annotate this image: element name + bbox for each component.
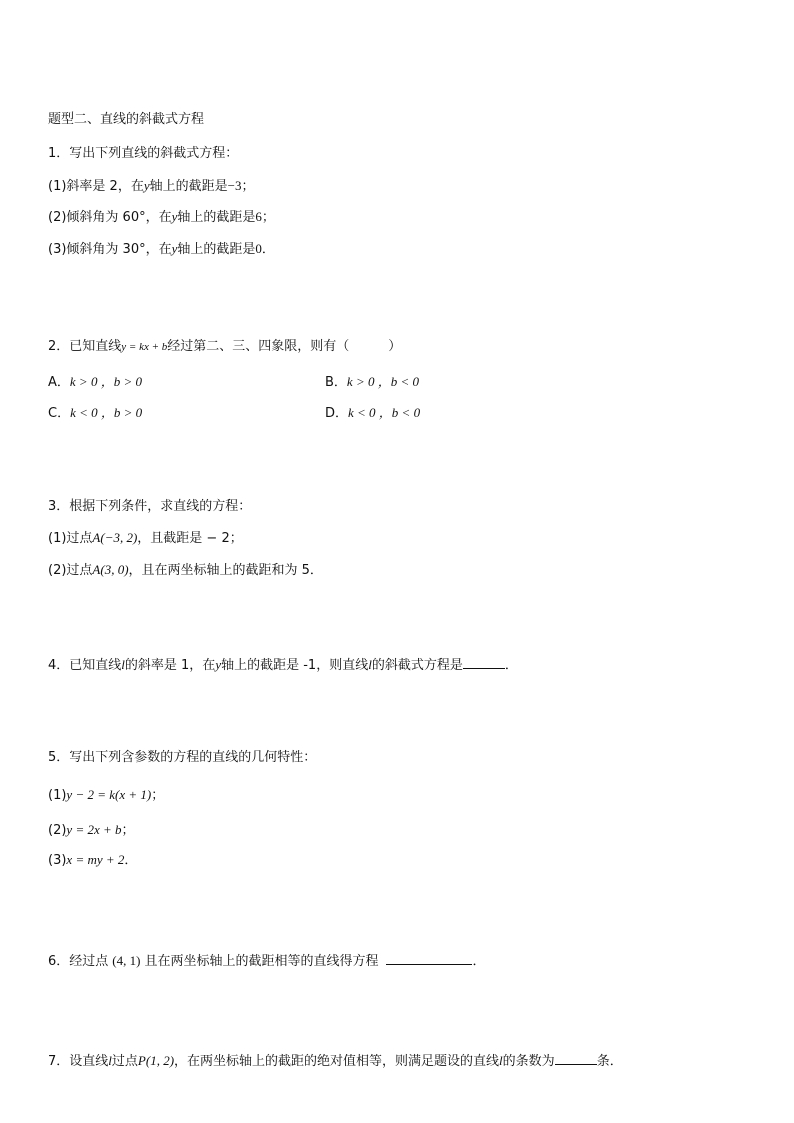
q1-item-3-mid: 轴上的截距是 — [177, 242, 256, 257]
q6-end: ． — [472, 954, 486, 969]
q1-item-1-end: ； — [241, 179, 255, 194]
q1-item-2-var: y — [171, 209, 178, 224]
q7-p1: 7．设直线 — [48, 1054, 109, 1069]
q2-option-a[interactable] — [48, 373, 142, 392]
q1-item-2-val: 6 — [255, 209, 262, 224]
q2-option-c-expr: k < 0 ，b > 0 — [70, 405, 143, 420]
q2-option-b-expr: k > 0 ，b < 0 — [346, 374, 419, 389]
q2-pre: 2．已知直线 — [48, 339, 122, 354]
q7-point: P(1, 2) — [137, 1053, 175, 1068]
q5-item-3 — [48, 851, 137, 870]
q2-option-d-expr: k < 0 ，b < 0 — [348, 405, 421, 420]
q1-item-2-end: ； — [261, 210, 275, 225]
q3-item-2 — [48, 561, 323, 580]
q1-item-1-mid: 轴上的截距是 — [149, 179, 228, 194]
q4-p2: 的斜率是 1，在 — [124, 658, 216, 673]
q4-var-y: y — [215, 657, 222, 672]
q4-var-l: l — [121, 657, 125, 672]
q7-var-l-2: l — [499, 1053, 503, 1068]
q1-stem: 1．写出下列直线的斜截式方程： — [48, 146, 239, 161]
q3-item-1 — [48, 529, 243, 548]
q4-p3: 轴上的截距是 -1，则直线 — [221, 658, 369, 673]
q1-item-3-val: 0 — [255, 241, 262, 256]
q1-item-1-var: y — [143, 178, 150, 193]
q7-var-l: l — [108, 1053, 112, 1068]
q5-item-1 — [48, 786, 164, 805]
q5-item-3-expr: x = my + 2 — [66, 852, 125, 867]
q2-option-d-label: D． — [325, 406, 349, 421]
q5-stem: 5．写出下列含参数的方程的直线的几何特性： — [48, 750, 317, 765]
q5-item-2-expr: y = 2x + b — [66, 822, 122, 837]
q2-option-d[interactable] — [325, 404, 420, 423]
q4-line — [48, 654, 518, 675]
q1-item-3-var: y — [171, 241, 178, 256]
q3-item-2-point: A(3, 0) — [92, 562, 129, 577]
q3-item-2-post: ，且在两坐标轴上的截距和为 5． — [128, 563, 323, 578]
q2-stem — [48, 338, 401, 356]
q3-item-2-pre: (2)过点 — [48, 563, 93, 578]
q7-answer-blank[interactable] — [555, 1050, 597, 1065]
q3-stem: 3．根据下列条件，求直线的方程： — [48, 499, 252, 514]
q4-p4: 的斜截式方程是 — [371, 658, 463, 673]
q6-point: (4, 1) — [112, 953, 141, 968]
q5-item-1-end: ； — [151, 788, 165, 803]
q7-p4: 的条数为 — [502, 1054, 555, 1069]
q7-p2: 过点 — [111, 1054, 138, 1069]
q4-p1: 4．已知直线 — [48, 658, 122, 673]
q1-item-3-pre: (3)倾斜角为 30°，在 — [48, 242, 172, 257]
q3-item-1-point: A(−3, 2) — [92, 530, 138, 545]
q5-item-1-label: (1) — [48, 788, 67, 803]
q4-end: ． — [504, 658, 518, 673]
q6-pre: 6．经过点 — [48, 954, 109, 969]
q5-item-2 — [48, 821, 135, 840]
q3-item-1-post: ，且截距是 − 2； — [137, 531, 243, 546]
q2-option-a-expr: k > 0 ，b > 0 — [69, 374, 142, 389]
q6-answer-blank[interactable] — [386, 950, 472, 965]
q2-expr: y = kx + b — [121, 341, 168, 353]
q5-item-3-label: (3) — [48, 853, 67, 868]
q6-line — [48, 950, 485, 971]
q2-option-c[interactable] — [48, 404, 142, 423]
q2-option-a-label: A． — [48, 375, 70, 390]
q7-p3: ，在两坐标轴上的截距的绝对值相等，则满足题设的直线 — [174, 1054, 500, 1069]
q1-item-3 — [48, 240, 275, 259]
q3-item-1-pre: (1)过点 — [48, 531, 93, 546]
q2-option-b-label: B． — [325, 375, 347, 390]
q2-option-b[interactable] — [325, 373, 419, 392]
q2-option-c-label: C． — [48, 406, 71, 421]
q1-item-1-pre: (1)斜率是 2，在 — [48, 179, 144, 194]
q7-end: 条． — [596, 1054, 623, 1069]
q1-item-2-pre: (2)倾斜角为 60°，在 — [48, 210, 172, 225]
q1-item-2 — [48, 208, 275, 227]
section-title: 题型二、直线的斜截式方程 — [48, 112, 205, 127]
q5-item-2-label: (2) — [48, 823, 67, 838]
q6-post: 且在两坐标轴上的截距相等的直线得方程 — [144, 954, 379, 969]
q4-var-l-2: l — [368, 657, 372, 672]
q5-item-1-expr: y − 2 = k(x + 1) — [66, 787, 152, 802]
q1-item-3-end: ． — [261, 242, 275, 257]
q7-line — [48, 1050, 623, 1071]
q5-item-2-end: ； — [121, 823, 135, 838]
q1-item-1-val: −3 — [227, 178, 242, 193]
q1-item-2-mid: 轴上的截距是 — [177, 210, 256, 225]
q2-post: 经过第二、三、四象限，则有（ ） — [167, 339, 402, 354]
q4-answer-blank[interactable] — [463, 654, 505, 669]
q1-item-1 — [48, 177, 254, 196]
q5-item-3-end: ． — [124, 853, 138, 868]
